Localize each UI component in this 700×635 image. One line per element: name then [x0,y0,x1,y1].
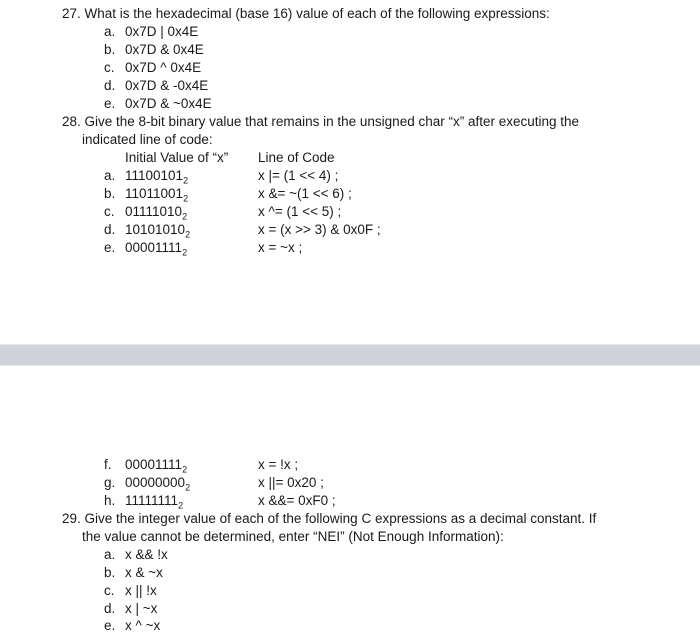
q27-item-d-letter: d. [104,78,116,93]
q27-item-c-expr: 0x7D ^ 0x4E [125,60,202,75]
q28-item-h-code: x &&= 0xF0 ; [258,493,336,508]
page-break-bottom-edge [0,365,700,366]
q28-col-initial-header: Initial Value of “x” [125,150,229,165]
q28-item-f-letter: f. [104,457,112,472]
q28-item-e-value [125,239,187,262]
q28-item-c-base: 2 [182,211,188,222]
q28-item-h-binary: 11111111 [125,493,179,508]
q28-item-a-binary: 11100101 [125,168,184,183]
q29-question-line2: the value cannot be determined, enter “NEI” (Not Enough Information): [82,529,504,544]
q27-item-a-expr: 0x7D | 0x4E [125,24,199,39]
q28-item-a-base: 2 [183,175,189,186]
q28-item-b-letter: b. [104,186,116,201]
q28-item-c-binary: 01111010 [125,204,183,219]
q28-item-d-letter: d. [104,222,116,237]
q29-item-e-letter: e. [104,618,116,633]
q29-item-b-expr: x & ~x [125,565,163,580]
q28-item-c-letter: c. [104,204,115,219]
q28-item-b-base: 2 [183,193,189,204]
q28-item-g-code: x ||= 0x20 ; [258,475,324,490]
q29-item-b-letter: b. [104,565,116,580]
q29-item-c-letter: c. [104,583,115,598]
q29-item-c-expr: x || !x [125,583,157,598]
q28-item-g-letter: g. [104,475,116,490]
page-break-top-edge [0,344,700,345]
q28-item-g-base: 2 [185,482,191,493]
q29-item-d-expr: x | ~x [125,601,158,616]
q27-item-d-expr: 0x7D & -0x4E [125,78,209,93]
q28-item-d-base: 2 [185,229,191,240]
q29-item-a-expr: x && !x [125,547,168,562]
q28-item-c-code: x ^= (1 << 5) ; [258,204,342,219]
q29-item-d-letter: d. [104,601,116,616]
q28-item-e-letter: e. [104,240,116,255]
q28-item-f-binary: 00001111 [125,457,183,472]
q28-item-f-code: x = !x ; [258,457,299,472]
q28-item-d-code: x = (x >> 3) & 0x0F ; [258,222,381,237]
q28-item-e-code: x = ~x ; [258,240,303,255]
q27-item-b-letter: b. [104,42,116,57]
q28-item-h-base: 2 [178,500,184,511]
q28-question-line1: 28. Give the 8-bit binary value that remains in the unsigned char “x” after executing the [62,114,580,129]
q29-item-a-letter: a. [104,547,116,562]
q28-question-line2: indicated line of code: [82,132,213,147]
q28-item-e-binary: 00001111 [125,240,183,255]
q27-item-c-letter: c. [104,60,115,75]
q28-col-code-header: Line of Code [258,150,335,165]
q28-item-a-code: x |= (1 << 4) ; [258,168,339,183]
q28-item-e-base: 2 [182,247,188,258]
q28-item-d-binary: 10101010 [125,222,186,237]
q27-item-e-letter: e. [104,96,116,111]
q28-item-b-code: x &= ~(1 << 6) ; [258,186,352,201]
q27-item-b-expr: 0x7D & 0x4E [125,42,204,57]
q27-item-e-expr: 0x7D & ~0x4E [125,96,212,111]
page-break-band [0,345,700,365]
q27-item-a-letter: a. [104,24,116,39]
q29-question-line1: 29. Give the integer value of each of the following C expressions as a decimal constant. If [62,511,597,526]
q28-item-f-base: 2 [182,464,188,475]
q28-item-b-binary: 11011001 [125,186,184,201]
q28-item-h-letter: h. [104,493,116,508]
q28-item-g-binary: 00000000 [125,475,186,490]
q27-question: 27. What is the hexadecimal (base 16) value of each of the following expressions: [62,6,550,21]
q29-item-e-expr: x ^ ~x [125,618,161,633]
q28-item-a-letter: a. [104,168,116,183]
